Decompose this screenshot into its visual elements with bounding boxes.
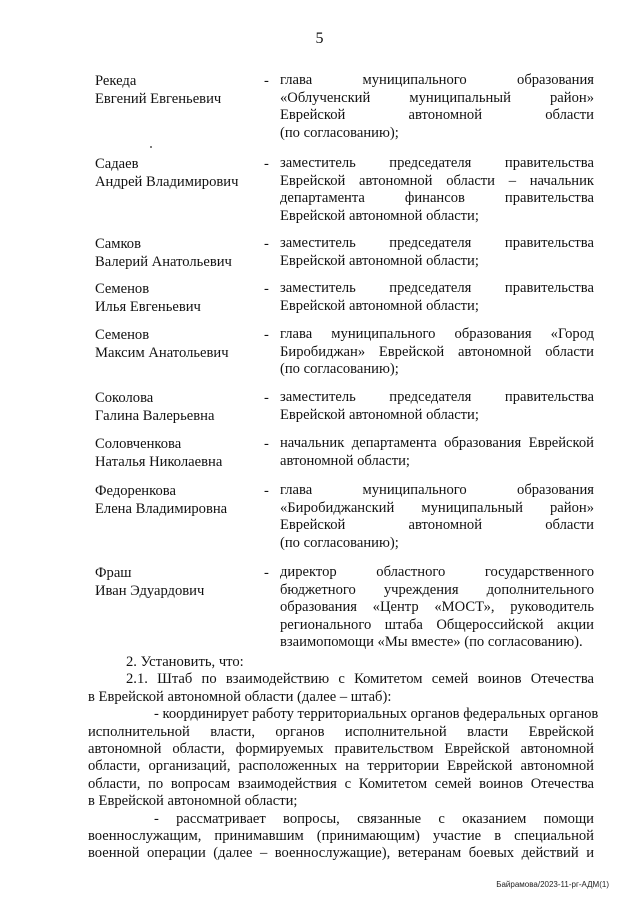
member-role-line: заместитель председателя правительства — [280, 389, 594, 405]
member-dash: - — [264, 565, 269, 581]
member-given-names: Елена Владимировна — [95, 501, 228, 517]
member-given-names: Наталья Николаевна — [95, 454, 223, 470]
member-dash: - — [264, 236, 269, 252]
member-role — [280, 389, 594, 424]
member-role-line: бюджетного учреждения дополнительного — [280, 581, 594, 598]
member-role — [280, 72, 594, 142]
member-surname: Семенов — [95, 281, 150, 297]
member-role-line: Еврейской автономной области; — [280, 252, 479, 269]
member-role-line: Еврейской автономной области; — [280, 207, 479, 224]
member-name — [95, 482, 265, 518]
body-line: в Еврейской автономной области (далее – штаб): — [88, 688, 392, 705]
section-heading: 2. Установить, что: — [126, 654, 244, 670]
member-role-line: департамента финансов правительства — [280, 190, 594, 206]
body-line: - координирует работу территориальных органов федеральных органов — [154, 706, 599, 723]
body-line: области, организаций, расположенных на территории Еврейской автономной — [88, 758, 594, 775]
member-name — [95, 280, 265, 316]
member-dash: - — [264, 436, 269, 452]
member-name — [95, 389, 265, 425]
member-role-line: Еврейской автономной области — [280, 107, 594, 123]
member-role-line: (по согласованию); — [280, 361, 399, 377]
member-given-names: Евгений Евгеньевич — [95, 91, 222, 107]
body-line: военнослужащим, принимавшим (принимающим) участие в специальной — [88, 827, 594, 844]
member-role-line: (по согласованию); — [280, 534, 399, 551]
footer-document-code: Байрамова/2023-11-рг-АДМ(1) — [496, 880, 609, 889]
member-dash: - — [264, 156, 269, 172]
member-role — [280, 564, 594, 652]
member-role-line: автономной области; — [280, 452, 410, 469]
member-role-line: начальник департамента образования Еврейской — [280, 435, 594, 451]
member-name — [95, 155, 265, 191]
member-role-line: заместитель председателя правительства — [280, 280, 594, 296]
member-role — [280, 326, 594, 379]
member-surname: Семенов — [95, 327, 150, 343]
member-role-line: глава муниципального образования «Город — [280, 326, 594, 342]
body-line: 2.1. Штаб по взаимодействию с Комитетом семей воинов Отечества — [126, 671, 594, 688]
member-role-line: регионального штаба Общероссийской акции — [280, 616, 594, 633]
body-line: - рассматривает вопросы, связанные с оказанием помощи — [154, 810, 594, 827]
member-role-line: Биробиджан» Еврейской автономной области — [280, 343, 594, 360]
member-given-names: Валерий Анатольевич — [95, 254, 232, 270]
page-number: 5 — [315, 30, 324, 47]
member-name — [95, 235, 265, 271]
member-role-line: образования «Центр «МОСТ», руководитель — [280, 599, 594, 615]
member-role — [280, 482, 594, 552]
member-role-line: «Биробиджанский муниципальный район» — [280, 499, 594, 516]
body-line: военной операции (далее – военнослужащие), ветеранам боевых действий и — [88, 845, 594, 862]
body-line: области, по вопросам взаимодействия с Комитетом семей воинов Отечества — [88, 775, 594, 792]
member-role-line: глава муниципального образования — [280, 72, 594, 88]
member-given-names: Илья Евгеньевич — [95, 299, 201, 315]
member-role — [280, 155, 594, 225]
member-role-line: (по согласованию); — [280, 124, 399, 141]
member-dash: - — [264, 327, 269, 343]
member-role — [280, 280, 594, 315]
body-line: автономной области, формируемых правительством Еврейской автономной — [88, 740, 594, 757]
member-given-names: Иван Эдуардович — [95, 583, 205, 599]
member-surname: Соколова — [95, 390, 154, 406]
member-dash: - — [264, 281, 269, 297]
member-name — [95, 435, 265, 471]
member-given-names: Андрей Владимирович — [95, 174, 239, 190]
member-surname: Садаев — [95, 156, 139, 172]
member-surname: Фраш — [95, 565, 132, 581]
member-role-line: Еврейской автономной области; — [280, 406, 479, 423]
member-surname: Самков — [95, 236, 141, 252]
member-surname: Соловченкова — [95, 436, 182, 452]
member-surname: Рекеда — [95, 73, 137, 89]
body-line: исполнительной власти, органов исполнительной власти Еврейской — [88, 723, 594, 740]
member-name — [95, 564, 265, 600]
member-role-line: глава муниципального образования — [280, 482, 594, 498]
member-role-line: взаимопомощи «Мы вместе» (по согласованию). — [280, 634, 583, 650]
member-surname: Федоренкова — [95, 483, 176, 499]
member-role — [280, 435, 594, 470]
body-line: в Еврейской автономной области; — [88, 793, 298, 810]
scan-speck — [150, 146, 152, 148]
member-dash: - — [264, 483, 269, 499]
member-dash: - — [264, 390, 269, 406]
member-role-line: Еврейской автономной области — [280, 517, 594, 533]
member-role-line: заместитель председателя правительства — [280, 235, 594, 251]
member-role-line: заместитель председателя правительства — [280, 155, 594, 171]
member-role-line: Еврейской автономной области; — [280, 297, 479, 314]
member-role-line: директор областного государственного — [280, 564, 594, 580]
member-role-line: Еврейской автономной области – начальник — [280, 172, 594, 189]
member-role-line: «Облученский муниципальный район» — [280, 89, 594, 106]
member-name — [95, 326, 265, 362]
member-given-names: Максим Анатольевич — [95, 345, 229, 361]
member-role — [280, 235, 594, 270]
body-text — [88, 654, 599, 863]
member-dash: - — [264, 73, 269, 89]
member-name — [95, 72, 265, 108]
member-given-names: Галина Валерьевна — [95, 408, 215, 424]
